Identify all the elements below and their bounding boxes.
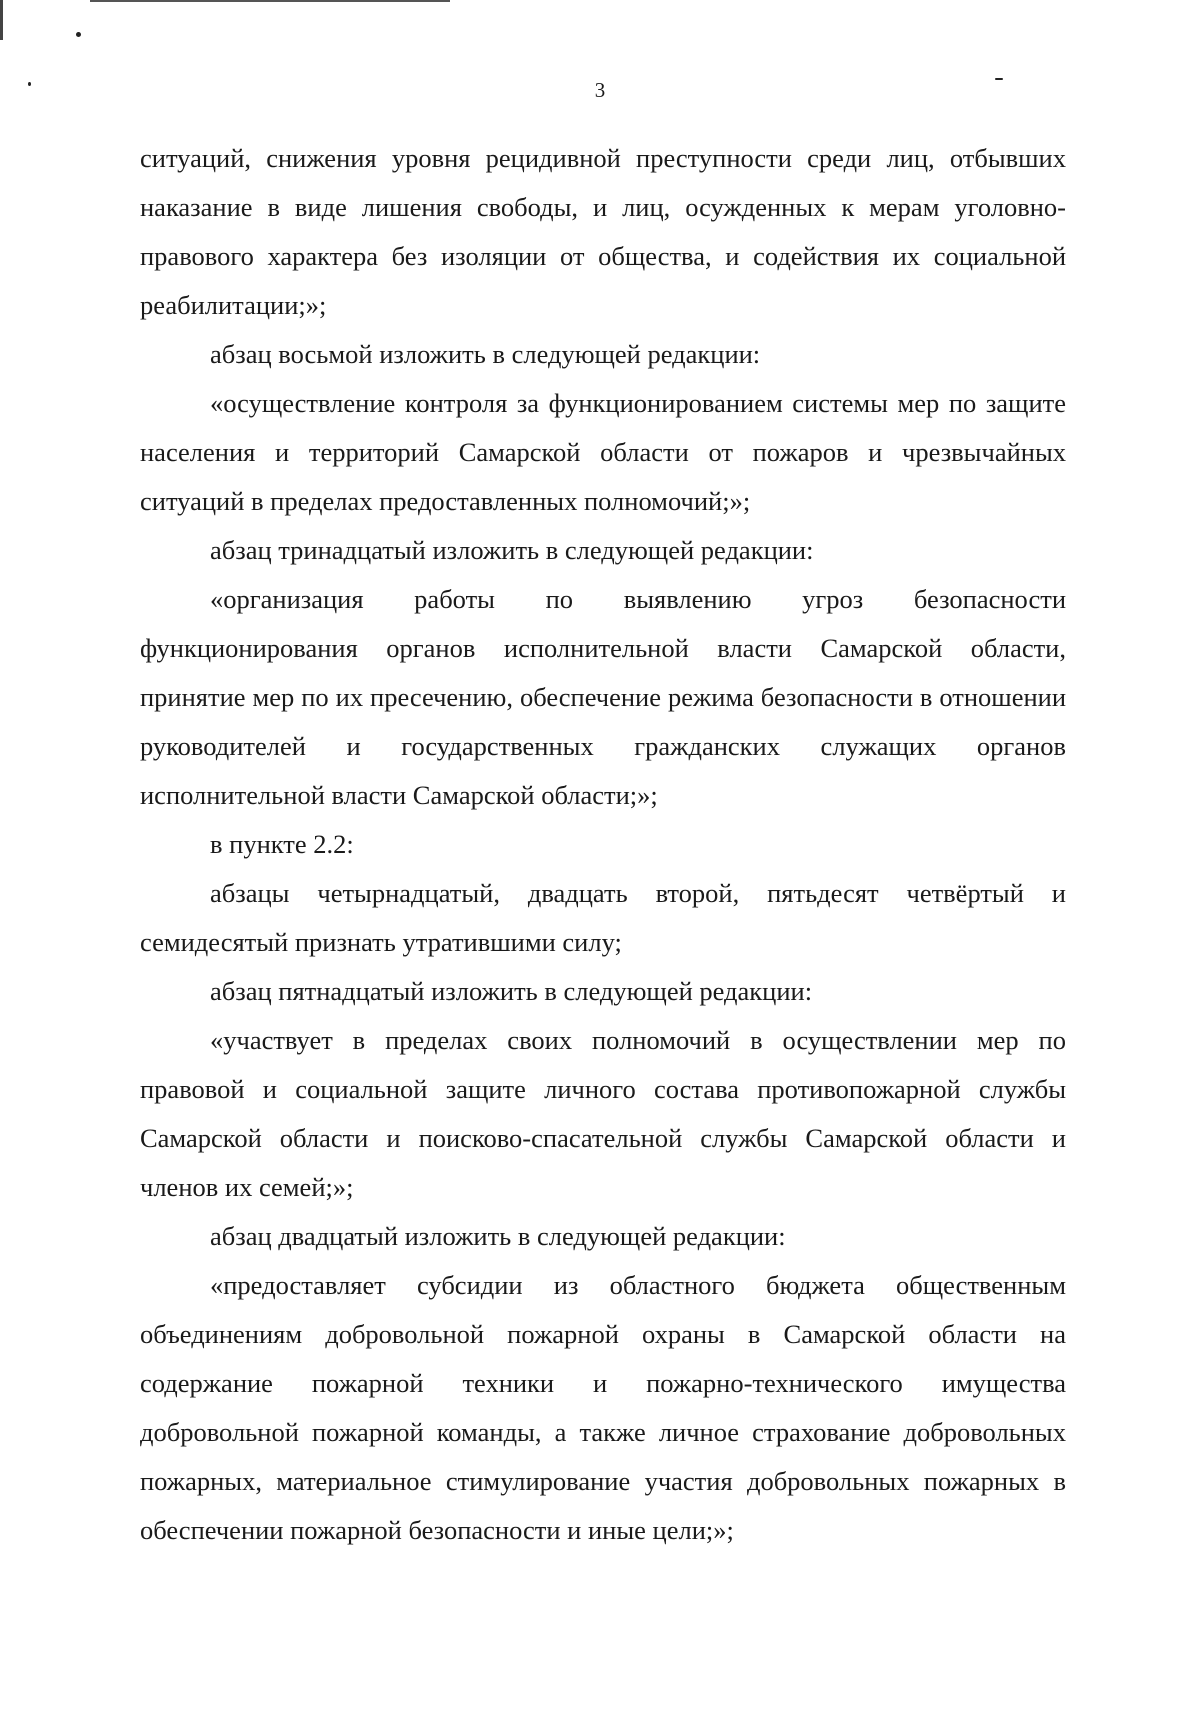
scan-speck <box>76 32 81 37</box>
scan-edge-mark <box>0 0 3 40</box>
paragraph: абзац пятнадцатый изложить в следующей редакции: <box>210 976 813 1006</box>
paragraph: в пункте 2.2: <box>210 829 354 859</box>
paragraph: «осуществление контроля за функционированием системы мер по защите населения и территорий Самарской области от пожаров и чрезвычайных ситуаций в пределах предоставленных полномочий;»; <box>140 388 1066 516</box>
paragraph: «организация работы по выявлению угроз безопасности функционирования органов исполнительной власти Самарской области, принятие мер по их пресечению, обеспечение режима безопасности в отношении руководителей и государственных гражданских служащих органов исполнительной власти Самарской области;»; <box>140 584 1066 810</box>
paragraph: абзац восьмой изложить в следующей редакции: <box>210 339 761 369</box>
page-number: 3 <box>594 78 606 102</box>
scan-artifact-line <box>90 0 450 2</box>
paragraph: абзац тринадцатый изложить в следующей редакции: <box>210 535 814 565</box>
paragraph: абзацы четырнадцатый, двадцать второй, пятьдесят четвёртый и семидесятый признать утратившими силу; <box>140 878 1066 957</box>
document-body <box>140 134 1066 1555</box>
paragraph: «предоставляет субсидии из областного бюджета общественным объединениям добровольной пожарной охраны в Самарской области на содержание пожарной техники и пожарно-технического имущества добровольной пожарной команды, а также личное страхование добровольных пожарных, материальное стимулирование участия добровольных пожарных в обеспечении пожарной безопасности и иные цели;»; <box>140 1270 1066 1545</box>
paragraph: «участвует в пределах своих полномочий в осуществлении мер по правовой и социальной защите личного состава противопожарной службы Самарской области и поисково-спасательной службы Самарской области и членов их семей;»; <box>140 1025 1066 1202</box>
paragraph: ситуаций, снижения уровня рецидивной преступности среди лиц, отбывших наказание в виде лишения свободы, и лиц, осужденных к мерам уголовно-правового характера без изоляции от общества, и содействия их социальной реабилитации;»; <box>140 143 1066 320</box>
paragraph: абзац двадцатый изложить в следующей редакции: <box>210 1221 786 1251</box>
